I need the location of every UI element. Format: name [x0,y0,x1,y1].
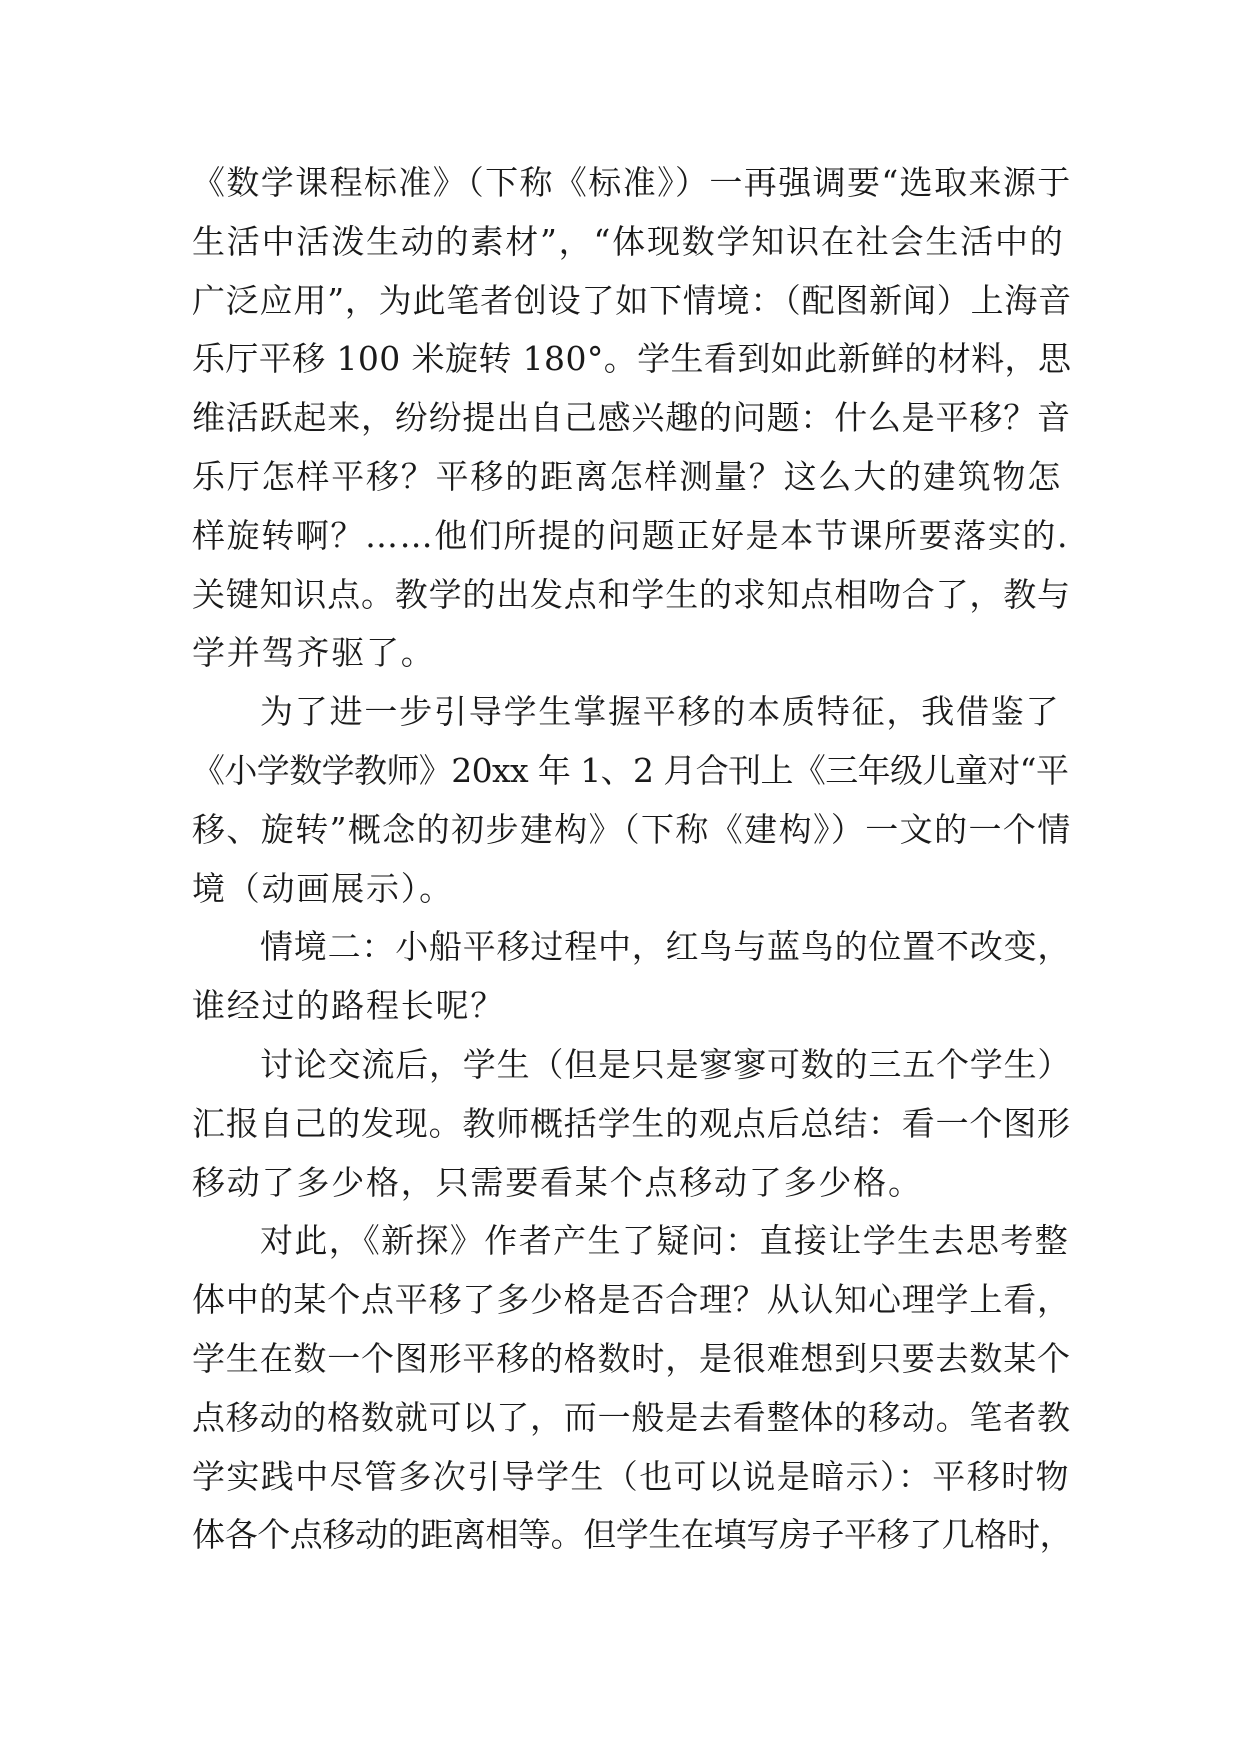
paragraph-first-line: 讨论交流后，学生（但是只是寥寥可数的三五个学生） [260,1044,1072,1084]
text-line: 学实践中尽管多次引导学生（也可以说是暗示）：平移时物 [192,1456,1070,1496]
paragraph-first-line: 对此，《新探》作者产生了疑问：直接让学生去思考整 [260,1221,1070,1261]
text-line: 移动了多少格，只需要看某个点移动了多少格。 [192,1162,923,1202]
text-line: 《数学课程标准》（下称《标准》）一再强调要“选取来源于 [192,163,1072,202]
paragraph-first-line: 情境二：小船平移过程中，红鸟与蓝鸟的位置不改变， [260,927,1072,967]
text-line: 广泛应用”，为此笔者创设了如下情境：（配图新闻）上海音 [192,280,1072,320]
text-line: 点移动的格数就可以了，而一般是去看整体的移动。笔者教 [192,1397,1071,1437]
text-line: 乐厅平移 100 米旋转 180°。学生看到如此新鲜的材料，思 [192,339,1072,379]
text-line: 体中的某个点平移了多少格是否合理？从认知心理学上看， [192,1280,1071,1320]
text-line: 样旋转啊？……他们所提的问题正好是本节课所要落实的. [192,515,1070,555]
text-line: 谁经过的路程长呢？ [192,986,506,1026]
paragraph-first-line: 为了进一步引导学生掌握平移的本质特征，我借鉴了 [260,692,1061,732]
text-line: 关键知识点。教学的出发点和学生的求知点相吻合了，教与 [192,574,1071,614]
text-line: 境（动画展示）。 [192,868,454,908]
text-line: 移、旋转”概念的初步建构》（下称《建构》）一文的一个情 [192,809,1072,849]
text-line: 学并驾齐驱了。 [192,633,436,673]
text-line: 《小学数学教师》20xx 年 1、2 月合刊上《三年级儿童对“平 [192,750,1069,790]
text-line: 体各个点移动的距离相等。但学生在填写房子平移了几格时， [192,1515,1073,1555]
text-line: 学生在数一个图形平移的格数时，是很难想到只要去数某个 [192,1338,1071,1378]
text-line: 汇报自己的发现。教师概括学生的观点后总结：看一个图形 [192,1103,1071,1143]
body-text [192,154,1072,1565]
text-line: 乐厅怎样平移？平移的距离怎样测量？这么大的建筑物怎 [192,456,1062,496]
text-line: 生活中活泼生动的素材”，“体现数学知识在社会生活中的 [192,221,1065,261]
text-line: 维活跃起来，纷纷提出自己感兴趣的问题：什么是平移？音 [192,398,1071,438]
